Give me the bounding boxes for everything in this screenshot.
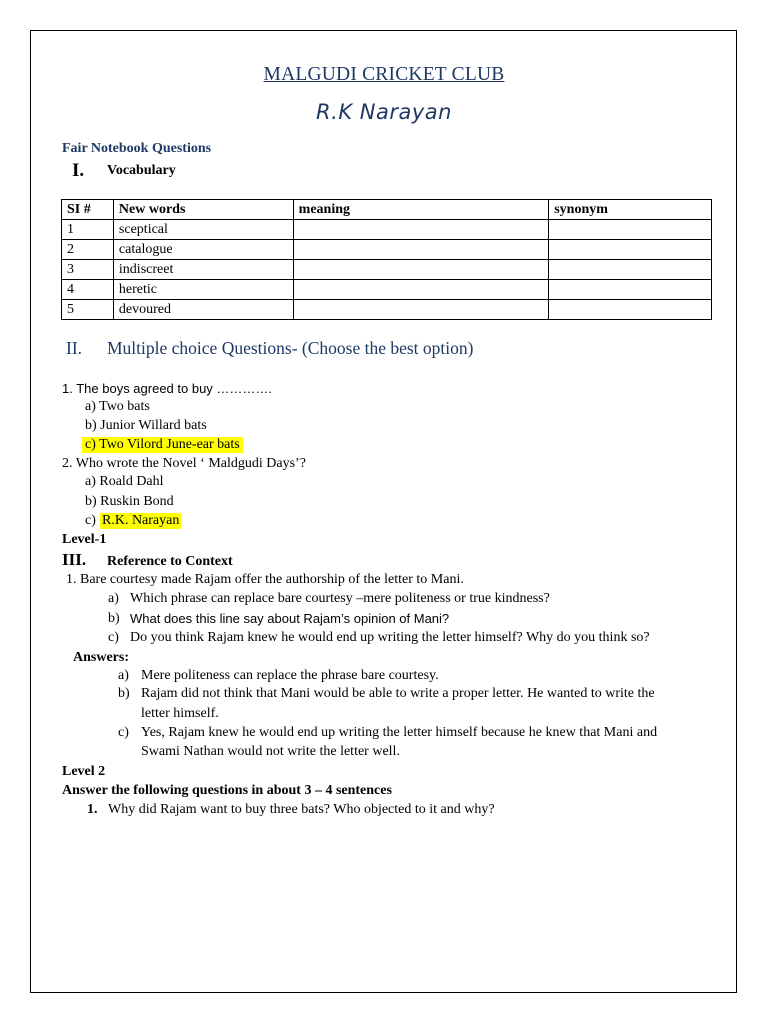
si-cell: 5: [62, 300, 114, 320]
si-cell: 3: [62, 260, 114, 280]
answer-b-line-1: Rajam did not think that Mani would be able to write a proper letter. He wanted to write the: [141, 686, 655, 701]
synonym-cell[interactable]: [549, 280, 712, 300]
document-title: MALGUDI CRICKET CLUB: [263, 64, 505, 85]
level-2-instruction: Answer the following questions in about 3 – 4 sentences: [62, 783, 392, 798]
table-row: [62, 260, 712, 280]
mcq-1-option-a: a) Two bats: [85, 399, 150, 414]
synonym-cell[interactable]: [549, 300, 712, 320]
meaning-cell[interactable]: [293, 220, 549, 240]
rtc-sub-a-marker: a): [108, 591, 119, 606]
rtc-sub-b-marker: b): [108, 611, 120, 626]
table-header-row: [62, 200, 712, 220]
synonym-cell[interactable]: [549, 240, 712, 260]
column-header-new-words: New words: [113, 200, 293, 220]
rtc-question: 1. Bare courtesy made Rajam offer the authorship of the letter to Mani.: [66, 572, 464, 587]
author-name: R.K Narayan: [316, 100, 452, 124]
synonym-cell[interactable]: [549, 260, 712, 280]
level-2-question-1: Why did Rajam want to buy three bats? Who objected to it and why?: [108, 802, 495, 817]
level-2-question-1-number: 1.: [87, 802, 98, 817]
answer-c-line-2: Swami Nathan would not write the letter well.: [141, 744, 400, 759]
rtc-sub-a: Which phrase can replace bare courtesy –mere politeness or true kindness?: [130, 591, 550, 606]
column-header-synonym: synonym: [549, 200, 712, 220]
rtc-sub-c: Do you think Rajam knew he would end up writing the letter himself? Why do you think so?: [130, 630, 650, 645]
meaning-cell[interactable]: [293, 240, 549, 260]
answer-a-marker: a): [118, 668, 129, 683]
section-1-title: Vocabulary: [107, 163, 176, 178]
word-cell: indiscreet: [113, 260, 293, 280]
table-row: [62, 220, 712, 240]
column-header-meaning: meaning: [293, 200, 549, 220]
si-cell: 2: [62, 240, 114, 260]
answer-b-marker: b): [118, 686, 130, 701]
answer-a: Mere politeness can replace the phrase bare courtesy.: [141, 668, 439, 683]
mcq-1-option-b: b) Junior Willard bats: [85, 418, 207, 433]
section-2-numeral: II.: [66, 338, 83, 358]
column-header-si: SI #: [62, 200, 114, 220]
meaning-cell[interactable]: [293, 280, 549, 300]
word-cell: sceptical: [113, 220, 293, 240]
mcq-1-option-c: c) Two Vilord June-ear bats: [82, 437, 243, 453]
section-3-numeral: III.: [62, 550, 87, 569]
mcq-question-2: 2. Who wrote the Novel ‘ Maldgudi Days’?: [62, 456, 306, 471]
section-3-title: Reference to Context: [107, 554, 233, 569]
meaning-cell[interactable]: [293, 300, 549, 320]
meaning-cell[interactable]: [293, 260, 549, 280]
section-1-numeral: I.: [72, 160, 85, 181]
synonym-cell[interactable]: [549, 220, 712, 240]
mcq-2-option-c-label: c): [85, 513, 96, 528]
word-cell: devoured: [113, 300, 293, 320]
table-row: [62, 300, 712, 320]
mcq-2-option-b: b) Ruskin Bond: [85, 494, 174, 509]
answer-b-line-2: letter himself.: [141, 706, 219, 721]
si-cell: 4: [62, 280, 114, 300]
answer-c-marker: c): [118, 725, 129, 740]
vocabulary-table: [61, 199, 712, 320]
level-1-heading: Level-1: [62, 532, 107, 547]
rtc-sub-c-marker: c): [108, 630, 119, 645]
level-2-heading: Level 2: [62, 764, 106, 779]
answers-label: Answers:: [73, 650, 129, 665]
table-row: [62, 240, 712, 260]
section-2-title: Multiple choice Questions- (Choose the best option): [107, 338, 474, 358]
word-cell: catalogue: [113, 240, 293, 260]
mcq-question-1: 1. The boys agreed to buy ………….: [62, 381, 273, 396]
answer-c-line-1: Yes, Rajam knew he would end up writing the letter himself because he knew that Mani and: [141, 725, 658, 740]
word-cell: heretic: [113, 280, 293, 300]
si-cell: 1: [62, 220, 114, 240]
rtc-sub-b: What does this line say about Rajam’s opinion of Mani?: [130, 611, 450, 626]
fair-notebook-heading: Fair Notebook Questions: [62, 141, 212, 156]
mcq-2-option-c: R.K. Narayan: [102, 513, 180, 528]
table-row: [62, 280, 712, 300]
mcq-2-option-a: a) Roald Dahl: [85, 474, 164, 489]
